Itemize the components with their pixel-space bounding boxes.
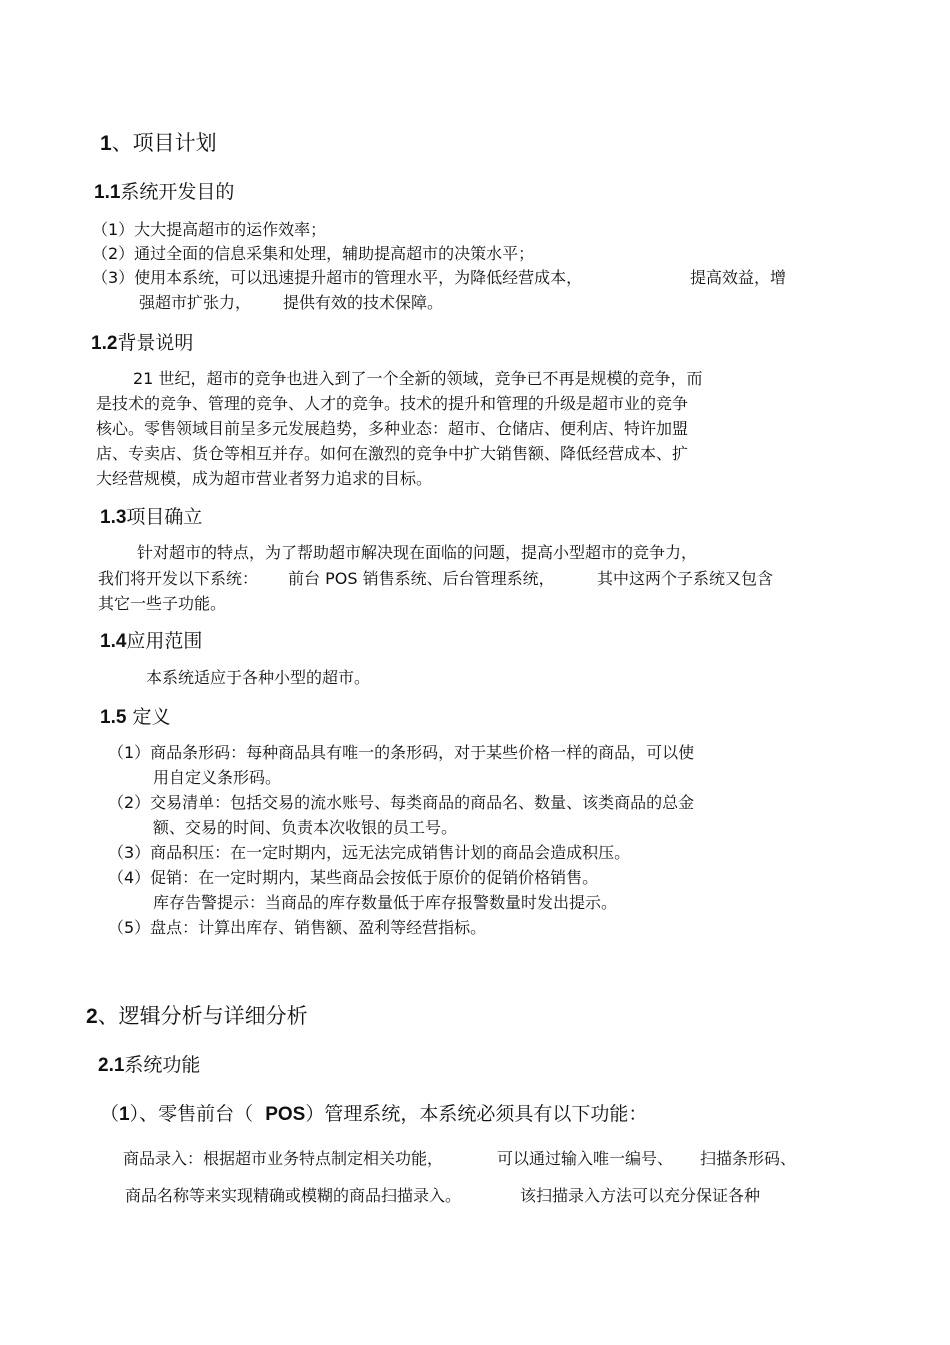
subsection-title: 项目确立: [126, 506, 203, 528]
goal-line-3: （3）使用本系统，可以迅速提升超市的管理水平，为降低经营成本，: [92, 268, 583, 287]
subsection-number: 1.3: [100, 507, 127, 528]
definition-2: （2）交易清单：包括交易的流水账号、每类商品的商品名、数量、该类商品的总金: [108, 793, 695, 812]
section-2-heading: [86, 1006, 308, 1027]
background-line-3: 核心。零售领域目前呈多元发展趋势，多种业态：超市、仓储店、便利店、特许加盟: [96, 419, 689, 438]
subsection-title: 系统功能: [124, 1054, 201, 1076]
subsection-number: 1.4: [100, 631, 127, 652]
background-line-1: 21 世纪，超市的竞争也进入到了一个全新的领域，竞争已不再是规模的竞争，而: [133, 369, 703, 388]
item-number: 1: [119, 1104, 130, 1125]
subsection-title: 定义: [132, 706, 171, 728]
definition-4-extra: 库存告警提示：当商品的库存数量低于库存报警数量时发出提示。: [153, 893, 618, 912]
subsection-number: 2.1: [98, 1055, 125, 1076]
subheading-mid: ）、零售前台（: [129, 1103, 254, 1125]
subsection-title: 应用范围: [126, 630, 203, 652]
goal-line-3-tail: 提高效益，增: [690, 268, 787, 287]
pos-subheading: [100, 1105, 647, 1124]
heading-number: 2: [86, 1005, 98, 1028]
open-paren: （: [100, 1103, 120, 1125]
definition-4: （4）促销：在一定时期内，某些商品会按低于原价的促销价格销售。: [108, 868, 599, 887]
heading-text: 、逻辑分析与详细分析: [97, 1004, 308, 1028]
function-line-1c: 扫描条形码、: [700, 1149, 797, 1168]
subheading-tail: ）管理系统，本系统必须具有以下功能：: [305, 1103, 648, 1125]
subsection-1-2-heading: [91, 334, 193, 353]
background-line-4: 店、专卖店、货仓等相互并存。如何在激烈的竞争中扩大销售额、降低经营成本、扩: [96, 444, 689, 463]
goal-line-4-tail: 提供有效的技术保障。: [283, 293, 444, 312]
scope-line-1: 本系统适应于各种小型的超市。: [146, 668, 371, 687]
pos-label: POS: [265, 1104, 306, 1125]
definition-3: （3）商品积压：在一定时期内，远无法完成销售计划的商品会造成积压。: [108, 843, 631, 862]
subsection-2-1-heading: [98, 1056, 200, 1075]
background-line-5: 大经营规模，成为超市营业者努力追求的目标。: [96, 469, 433, 488]
project-line-1: 针对超市的特点，为了帮助超市解决现在面临的问题，提高小型超市的竞争力，: [137, 543, 698, 562]
subsection-number: 1.5: [100, 707, 127, 728]
project-line-2b: 前台 POS 销售系统、后台管理系统，: [288, 569, 555, 588]
definition-5: （5）盘点：计算出库存、销售额、盈利等经营指标。: [108, 918, 487, 937]
subsection-title: 系统开发目的: [120, 181, 235, 203]
definition-2-cont: 额、交易的时间、负责本次收银的员工号。: [153, 818, 458, 837]
project-line-3: 其它一些子功能。: [98, 594, 227, 613]
function-line-1b: 可以通过输入唯一编号、: [497, 1149, 674, 1168]
subsection-1-3-heading: [100, 508, 202, 527]
goal-line-1: （1）大大提高超市的运作效率；: [92, 220, 327, 239]
background-line-2: 是技术的竞争、管理的竞争、人才的竞争。技术的提升和管理的升级是超市业的竞争: [96, 394, 689, 413]
definition-1-cont: 用自定义条形码。: [153, 768, 282, 787]
subsection-title: 背景说明: [117, 332, 194, 354]
subsection-1-5-heading: [100, 708, 170, 727]
goal-line-2: （2）通过全面的信息采集和处理，辅助提高超市的决策水平；: [92, 244, 535, 263]
subsection-1-1-heading: [94, 183, 234, 202]
function-line-1a: 商品录入：根据超市业务特点制定相关功能，: [123, 1149, 444, 1168]
subsection-number: 1.2: [91, 333, 118, 354]
project-line-2a: 我们将开发以下系统：: [98, 569, 259, 588]
function-line-2b: 该扫描录入方法可以充分保证各种: [520, 1186, 761, 1205]
project-line-2c: 其中这两个子系统又包含: [597, 569, 774, 588]
subsection-1-4-heading: [100, 632, 202, 651]
heading-text: 、项目计划: [111, 131, 217, 155]
heading-number: 1: [100, 132, 112, 155]
definition-1: （1）商品条形码：每种商品具有唯一的条形码，对于某些价格一样的商品，可以使: [108, 743, 695, 762]
subsection-number: 1.1: [94, 182, 121, 203]
section-1-heading: [100, 133, 217, 154]
goal-line-4: 强超市扩张力，: [139, 293, 252, 312]
function-line-2a: 商品名称等来实现精确或模糊的商品扫描录入。: [125, 1186, 462, 1205]
